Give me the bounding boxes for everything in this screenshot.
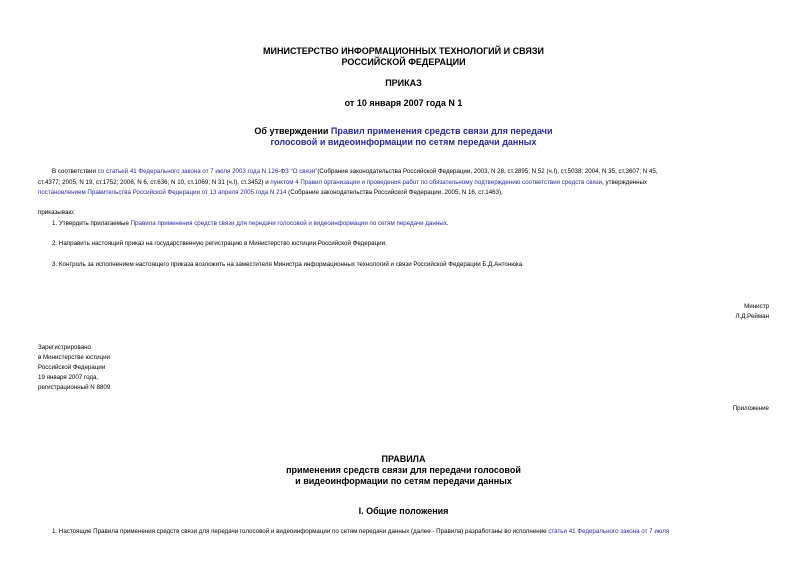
order-word: приказываю:: [38, 209, 75, 216]
doc-type: ПРИКАЗ: [385, 78, 422, 88]
item-text: .: [446, 220, 449, 227]
appendix-label: Приложение: [732, 405, 769, 412]
registration-line5: регистрационный N 8809: [38, 384, 111, 391]
subject-prefix: Об утверждении: [254, 126, 331, 136]
registration-line1: Зарегистрировано: [38, 344, 91, 351]
ministry-heading-line2: РОССИЙСКОЙ ФЕДЕРАЦИИ: [341, 57, 466, 67]
registration-line4: 19 января 2007 года,: [38, 374, 99, 381]
item-text: 1. Утвердить прилагаемые: [52, 220, 131, 227]
rules-link[interactable]: Правила применения средств связи для передачи голосовой и видеоинформации по сетям передачи данных: [130, 220, 447, 227]
law-article-link[interactable]: со статьей 41 Федерального закона от 7 июля 2003 года N 126-ФЗ "О связи": [97, 168, 318, 175]
preamble-line3: [38, 187, 503, 198]
preamble-text: (Собрание законодательства Российской Федерации, 2005, N 16, ст.1463),: [286, 189, 503, 196]
section-heading: I. Общие положения: [358, 506, 449, 516]
rules-subtitle-line2: и видеоинформации по сетям передачи данных: [295, 476, 512, 486]
preamble-text: ст.4377; 2005, N 19, ст.1752; 2006, N 6, ст.636; N 10, ст.1069; N 31 (ч.I), ст.3452) и: [38, 179, 271, 186]
order-item-2: 2. Направить настоящий приказ на государственную регистрацию в Министерство юстиции Российской Федерации.: [52, 240, 387, 247]
rules-paragraph-1: [52, 526, 669, 537]
registration-line2: в Министерстве юстиции: [38, 354, 111, 361]
preamble-text: , утвержденных: [602, 179, 648, 186]
subject-link-line2[interactable]: голосовой и видеоинформации по сетям передачи данных: [270, 137, 537, 147]
signature-position: Министр: [744, 303, 769, 310]
preamble-text: (Собрание законодательства Российской Федерации, 2003, N 28, ст.2895; N 52 (ч.I), ст.5038; 2004, N 35, ст.3607; N 45,: [317, 168, 658, 175]
rules-subtitle-line1: применения средств связи для передачи голосовой: [286, 465, 521, 475]
rules-point-link[interactable]: пунктом 4 Правил организации и проведения работ по обязательному подтверждению соответствия средств связи: [270, 179, 603, 186]
preamble-text: В соответствии: [52, 168, 98, 175]
subject-line1: [0, 126, 807, 137]
preamble-line1: [52, 166, 658, 177]
law-article-link[interactable]: статьи 41 Федерального закона от 7 июля: [548, 528, 670, 535]
government-decree-link[interactable]: постановлением Правительства Российской Федерации от 13 апреля 2005 года N 214: [38, 189, 287, 196]
order-item-3: 3. Контроль за исполнением настоящего приказа возложить на заместителя Министра информационных технологий и связи Российской Федерации Б.Д.Антонюка.: [52, 261, 524, 268]
rules-title: ПРАВИЛА: [381, 454, 426, 464]
ministry-heading-line1: МИНИСТЕРСТВО ИНФОРМАЦИОННЫХ ТЕХНОЛОГИЙ И СВЯЗИ: [263, 46, 544, 56]
paragraph-text: 1. Настоящие Правила применения средств связи для передачи голосовой и видеоинформации по сетям передачи данных (далее - Правила) разработаны во исполнение: [52, 528, 549, 535]
doc-date: от 10 января 2007 года N 1: [344, 98, 463, 108]
subject-link[interactable]: Правил применения средств связи для передачи: [330, 126, 553, 136]
signature-name: Л.Д.Рейман: [735, 313, 769, 320]
registration-line3: Российской Федерации: [38, 364, 106, 371]
order-item-1: [52, 218, 449, 229]
